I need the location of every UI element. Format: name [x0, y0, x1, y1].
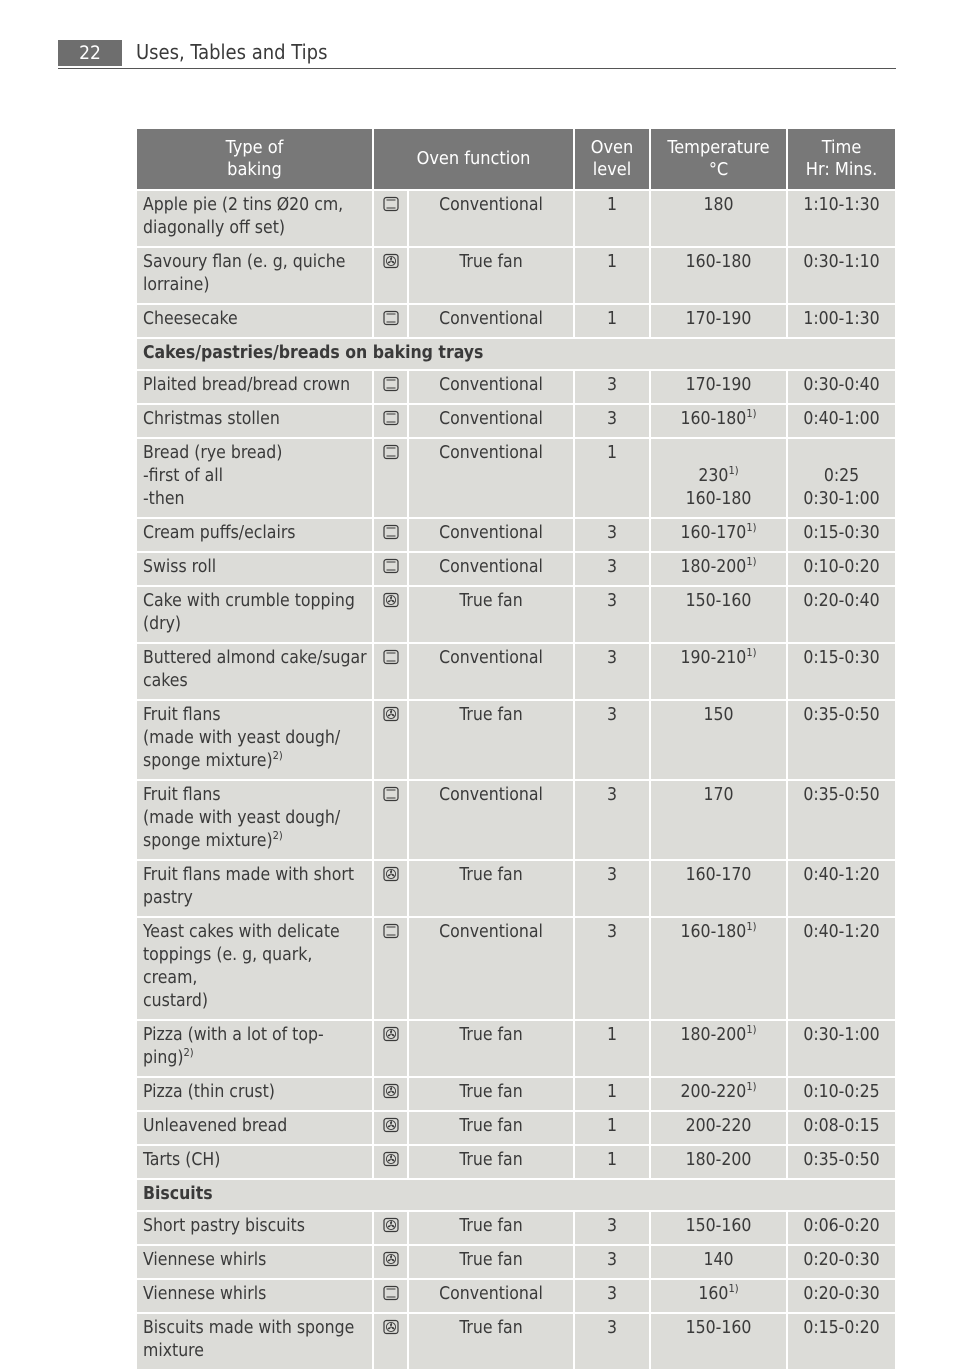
time-value: 0:15-0:30 — [803, 648, 880, 668]
type-line: Pizza (with a lot of top- — [143, 1025, 324, 1045]
cell-type-of-baking — [136, 404, 373, 438]
cell-temperature — [650, 518, 787, 552]
type-line: cakes — [143, 671, 188, 691]
cell-temperature — [650, 643, 787, 700]
true-fan-icon — [383, 1152, 399, 1172]
time-value: 0:30-1:10 — [803, 252, 880, 272]
cell-type-of-baking — [136, 438, 373, 518]
temperature-value: 180-200 — [680, 1025, 747, 1045]
table-row — [136, 518, 896, 552]
table-row — [136, 780, 896, 860]
cell-function-icon — [373, 917, 408, 1020]
cell-time — [787, 1145, 896, 1179]
type-line: Savoury flan (e. g, quiche — [143, 252, 346, 272]
type-line: sponge mixture) — [143, 751, 273, 771]
time-value: 1:10-1:30 — [803, 195, 880, 215]
cell-oven-level: 1 — [574, 190, 650, 247]
cell-oven-function: True fan — [408, 860, 574, 917]
cell-oven-level: 3 — [574, 518, 650, 552]
cell-oven-function: True fan — [408, 700, 574, 780]
temperature-value: 170 — [703, 785, 734, 805]
cell-type-of-baking — [136, 1245, 373, 1279]
cell-temperature — [650, 917, 787, 1020]
cell-temperature — [650, 586, 787, 643]
cell-oven-function: True fan — [408, 1020, 574, 1077]
time-value: 0:10-0:25 — [803, 1082, 880, 1102]
cell-oven-function: True fan — [408, 1077, 574, 1111]
cell-function-icon — [373, 1313, 408, 1370]
cell-type-of-baking — [136, 586, 373, 643]
footnote-ref: 2) — [183, 1046, 194, 1059]
type-line: Bread (rye bread) — [143, 443, 283, 463]
cell-oven-function: True fan — [408, 1211, 574, 1245]
section-heading: Cakes/pastries/breads on baking trays — [136, 338, 896, 370]
cell-function-icon — [373, 860, 408, 917]
cell-temperature — [650, 1211, 787, 1245]
temperature-value: 170-190 — [685, 375, 752, 395]
type-line: lorraine) — [143, 275, 210, 295]
table-row — [136, 438, 896, 518]
cell-function-icon — [373, 370, 408, 404]
time-value: 0:20-0:40 — [803, 591, 880, 611]
cell-function-icon — [373, 1279, 408, 1313]
type-line: Christmas stollen — [143, 409, 280, 429]
temperature-value: 150 — [703, 705, 734, 725]
footnote-ref: 1) — [746, 521, 757, 534]
true-fan-icon — [383, 867, 399, 887]
temperature-value: 160-180 — [685, 252, 752, 272]
time-value: 0:30-1:00 — [803, 1025, 880, 1045]
table-row — [136, 190, 896, 247]
table-row — [136, 1145, 896, 1179]
cell-type-of-baking — [136, 1020, 373, 1077]
footnote-ref: 1) — [728, 464, 739, 477]
type-line: ping) — [143, 1048, 184, 1068]
conventional-icon — [383, 445, 399, 465]
cell-function-icon — [373, 304, 408, 338]
time-value: 0:35-0:50 — [803, 785, 880, 805]
cell-oven-function: Conventional — [408, 518, 574, 552]
time-value: 0:15-0:20 — [803, 1318, 880, 1338]
conventional-icon — [383, 197, 399, 217]
cell-temperature — [650, 1111, 787, 1145]
time-value: 0:20-0:30 — [803, 1250, 880, 1270]
time-value: 1:00-1:30 — [803, 309, 880, 329]
cell-type-of-baking — [136, 1111, 373, 1145]
page-title: Uses, Tables and Tips — [136, 40, 328, 64]
cell-temperature — [650, 780, 787, 860]
true-fan-icon — [383, 1252, 399, 1272]
cell-time — [787, 518, 896, 552]
cell-oven-level: 1 — [574, 1111, 650, 1145]
type-line: (made with yeast dough/ — [143, 808, 341, 828]
col-header-level: Oven level — [574, 128, 650, 190]
cell-temperature — [650, 1245, 787, 1279]
table-row — [136, 1111, 896, 1145]
table-row — [136, 247, 896, 304]
cell-oven-level: 3 — [574, 917, 650, 1020]
true-fan-icon — [383, 254, 399, 274]
temperature-value: 160-180 — [680, 409, 747, 429]
table-row — [136, 917, 896, 1020]
cell-time — [787, 1313, 896, 1370]
time-value: 0:30-0:40 — [803, 375, 880, 395]
cell-temperature — [650, 1279, 787, 1313]
cell-time — [787, 190, 896, 247]
footnote-ref: 1) — [746, 920, 757, 933]
cell-function-icon — [373, 552, 408, 586]
time-value: 0:35-0:50 — [803, 1150, 880, 1170]
table-row — [136, 643, 896, 700]
cell-temperature — [650, 860, 787, 917]
cell-oven-level: 1 — [574, 247, 650, 304]
temperature-value: 180 — [703, 195, 734, 215]
cell-oven-level: 3 — [574, 552, 650, 586]
time-value: 0:20-0:30 — [803, 1284, 880, 1304]
cell-type-of-baking — [136, 247, 373, 304]
temperature-value: 150-160 — [685, 591, 752, 611]
cell-temperature — [650, 190, 787, 247]
temperature-value: 170-190 — [685, 309, 752, 329]
type-line: Buttered almond cake/sugar — [143, 648, 367, 668]
cell-oven-level: 3 — [574, 404, 650, 438]
type-line: Apple pie (2 tins Ø20 cm, — [143, 195, 344, 215]
cell-function-icon — [373, 1077, 408, 1111]
footnote-ref: 2) — [272, 829, 283, 842]
true-fan-icon — [383, 1027, 399, 1047]
temperature-value: 200-220 — [680, 1082, 747, 1102]
cell-type-of-baking — [136, 1077, 373, 1111]
temperature-value: 160-170 — [680, 523, 747, 543]
cell-oven-level: 3 — [574, 1211, 650, 1245]
cell-temperature — [650, 438, 787, 518]
table-row — [136, 1313, 896, 1370]
cell-time — [787, 247, 896, 304]
type-line: custard) — [143, 991, 208, 1011]
cell-time — [787, 586, 896, 643]
temperature-value: 200-220 — [685, 1116, 752, 1136]
type-line: Cheesecake — [143, 309, 238, 329]
type-line: Fruit flans — [143, 705, 221, 725]
table-row — [136, 370, 896, 404]
cell-function-icon — [373, 247, 408, 304]
table-row — [136, 860, 896, 917]
page-number: 22 — [58, 40, 122, 66]
conventional-icon — [383, 377, 399, 397]
cell-oven-function: True fan — [408, 586, 574, 643]
cell-oven-level: 3 — [574, 1313, 650, 1370]
cell-oven-function: True fan — [408, 1245, 574, 1279]
true-fan-icon — [383, 1218, 399, 1238]
cell-oven-function: True fan — [408, 1111, 574, 1145]
col-header-time: Time Hr: Mins. — [787, 128, 896, 190]
cell-time — [787, 780, 896, 860]
footnote-ref: 1) — [746, 555, 757, 568]
col-header-temperature: Temperature °C — [650, 128, 787, 190]
cell-type-of-baking — [136, 643, 373, 700]
cell-time — [787, 552, 896, 586]
cell-oven-function: Conventional — [408, 304, 574, 338]
cell-oven-level: 3 — [574, 1245, 650, 1279]
table-row — [136, 1245, 896, 1279]
cell-oven-function: Conventional — [408, 370, 574, 404]
cell-temperature — [650, 404, 787, 438]
table-row — [136, 1020, 896, 1077]
type-line: Plaited bread/bread crown — [143, 375, 351, 395]
type-line: Short pastry biscuits — [143, 1216, 306, 1236]
type-line: (made with yeast dough/ — [143, 728, 341, 748]
conventional-icon — [383, 559, 399, 579]
cell-type-of-baking — [136, 917, 373, 1020]
table-row — [136, 700, 896, 780]
cell-type-of-baking — [136, 860, 373, 917]
cell-function-icon — [373, 1020, 408, 1077]
time-value: 0:35-0:50 — [803, 705, 880, 725]
cell-oven-level: 3 — [574, 643, 650, 700]
cell-oven-level: 3 — [574, 370, 650, 404]
cell-oven-function: Conventional — [408, 1279, 574, 1313]
table-row — [136, 404, 896, 438]
col-header-type: Type of baking — [136, 128, 373, 190]
type-line: sponge mixture) — [143, 831, 273, 851]
table-row — [136, 304, 896, 338]
cell-type-of-baking — [136, 780, 373, 860]
time-value: 0:08-0:15 — [803, 1116, 880, 1136]
cell-time — [787, 1077, 896, 1111]
cell-oven-function: Conventional — [408, 190, 574, 247]
header-divider — [58, 68, 896, 69]
cell-oven-level: 1 — [574, 1077, 650, 1111]
conventional-icon — [383, 525, 399, 545]
true-fan-icon — [383, 1084, 399, 1104]
time-value: 0:40-1:00 — [803, 409, 880, 429]
footnote-ref: 1) — [728, 1282, 739, 1295]
footnote-ref: 1) — [746, 407, 757, 420]
table-row — [136, 586, 896, 643]
type-line: Swiss roll — [143, 557, 217, 577]
cell-type-of-baking — [136, 518, 373, 552]
cell-function-icon — [373, 700, 408, 780]
type-line: Yeast cakes with delicate — [143, 922, 340, 942]
type-line: Fruit flans made with short — [143, 865, 355, 885]
section-heading: Biscuits — [136, 1179, 896, 1211]
true-fan-icon — [383, 707, 399, 727]
cell-oven-function: True fan — [408, 247, 574, 304]
type-line: diagonally off set) — [143, 218, 286, 238]
conventional-icon — [383, 924, 399, 944]
temperature-value: 140 — [703, 1250, 734, 1270]
cell-temperature — [650, 1020, 787, 1077]
baking-table — [135, 127, 897, 1371]
temperature-value: 160 — [698, 1284, 729, 1304]
temperature-value: 160-180 — [685, 489, 752, 509]
table-body — [136, 190, 896, 1370]
cell-function-icon — [373, 518, 408, 552]
type-line: Biscuits made with sponge — [143, 1318, 355, 1338]
type-line: Viennese whirls — [143, 1250, 267, 1270]
conventional-icon — [383, 650, 399, 670]
cell-oven-level: 1 — [574, 438, 650, 518]
cell-function-icon — [373, 404, 408, 438]
section-row — [136, 338, 896, 370]
temperature-value: 150-160 — [685, 1216, 752, 1236]
temperature-value: 160-170 — [685, 865, 752, 885]
cell-oven-function: True fan — [408, 1145, 574, 1179]
cell-function-icon — [373, 643, 408, 700]
type-line: -first of all — [143, 466, 224, 486]
type-line: mixture — [143, 1341, 204, 1361]
type-line: Fruit flans — [143, 785, 221, 805]
cell-type-of-baking — [136, 552, 373, 586]
conventional-icon — [383, 411, 399, 431]
cell-oven-level: 3 — [574, 780, 650, 860]
cell-type-of-baking — [136, 1313, 373, 1370]
time-value: 0:40-1:20 — [803, 865, 880, 885]
type-line: Pizza (thin crust) — [143, 1082, 275, 1102]
cell-temperature — [650, 552, 787, 586]
cell-function-icon — [373, 780, 408, 860]
cell-time — [787, 1279, 896, 1313]
cell-function-icon — [373, 1245, 408, 1279]
type-line: pastry — [143, 888, 193, 908]
cell-type-of-baking — [136, 1279, 373, 1313]
cell-type-of-baking — [136, 304, 373, 338]
table-row — [136, 1279, 896, 1313]
cell-function-icon — [373, 190, 408, 247]
cell-oven-function: Conventional — [408, 780, 574, 860]
cell-time — [787, 1020, 896, 1077]
temperature-value: 230 — [698, 466, 729, 486]
temperature-value: 180-200 — [685, 1150, 752, 1170]
cell-temperature — [650, 700, 787, 780]
cell-oven-function: Conventional — [408, 643, 574, 700]
section-row — [136, 1179, 896, 1211]
cell-time — [787, 304, 896, 338]
cell-function-icon — [373, 1211, 408, 1245]
time-value: 0:15-0:30 — [803, 523, 880, 543]
table-header-row — [136, 128, 896, 190]
footnote-ref: 1) — [746, 1023, 757, 1036]
temperature-value: 160-180 — [680, 922, 747, 942]
cell-oven-level: 3 — [574, 860, 650, 917]
cell-oven-function: Conventional — [408, 438, 574, 518]
cell-time — [787, 1211, 896, 1245]
col-header-function: Oven function — [373, 128, 574, 190]
footnote-ref: 1) — [746, 1080, 757, 1093]
type-line: (dry) — [143, 614, 182, 634]
table-row — [136, 1077, 896, 1111]
cell-function-icon — [373, 1111, 408, 1145]
cell-function-icon — [373, 1145, 408, 1179]
cell-oven-level: 3 — [574, 586, 650, 643]
cell-time — [787, 370, 896, 404]
time-value: 0:10-0:20 — [803, 557, 880, 577]
time-value: 0:30-1:00 — [803, 489, 880, 509]
cell-oven-level: 1 — [574, 304, 650, 338]
conventional-icon — [383, 787, 399, 807]
cell-time — [787, 860, 896, 917]
type-line: -then — [143, 489, 185, 509]
type-line: Tarts (CH) — [143, 1150, 221, 1170]
type-line: Viennese whirls — [143, 1284, 267, 1304]
footnote-ref: 2) — [272, 749, 283, 762]
type-line: Cake with crumble topping — [143, 591, 355, 611]
table-row — [136, 1211, 896, 1245]
cell-oven-level: 3 — [574, 1279, 650, 1313]
conventional-icon — [383, 311, 399, 331]
cell-time — [787, 404, 896, 438]
cell-oven-function: True fan — [408, 1313, 574, 1370]
temperature-value: 150-160 — [685, 1318, 752, 1338]
type-line: Cream puffs/eclairs — [143, 523, 296, 543]
cell-type-of-baking — [136, 1211, 373, 1245]
time-value: 0:25 — [823, 466, 860, 486]
footnote-ref: 1) — [746, 646, 757, 659]
temperature-value: 180-200 — [680, 557, 747, 577]
cell-time — [787, 917, 896, 1020]
cell-oven-level: 1 — [574, 1145, 650, 1179]
cell-temperature — [650, 1145, 787, 1179]
cell-temperature — [650, 1313, 787, 1370]
cell-time — [787, 700, 896, 780]
cell-type-of-baking — [136, 1145, 373, 1179]
cell-time — [787, 438, 896, 518]
cell-oven-function: Conventional — [408, 552, 574, 586]
time-value: 0:40-1:20 — [803, 922, 880, 942]
cell-type-of-baking — [136, 190, 373, 247]
cell-oven-function: Conventional — [408, 404, 574, 438]
cell-temperature — [650, 247, 787, 304]
cell-oven-function: Conventional — [408, 917, 574, 1020]
true-fan-icon — [383, 1320, 399, 1340]
cell-function-icon — [373, 438, 408, 518]
cell-type-of-baking — [136, 700, 373, 780]
cell-type-of-baking — [136, 370, 373, 404]
cell-oven-level: 1 — [574, 1020, 650, 1077]
type-line: Unleavened bread — [143, 1116, 288, 1136]
table-row — [136, 552, 896, 586]
cell-temperature — [650, 304, 787, 338]
cell-temperature — [650, 370, 787, 404]
cell-time — [787, 643, 896, 700]
cell-temperature — [650, 1077, 787, 1111]
cell-oven-level: 3 — [574, 700, 650, 780]
temperature-value: 190-210 — [680, 648, 747, 668]
true-fan-icon — [383, 593, 399, 613]
conventional-icon — [383, 1286, 399, 1306]
true-fan-icon — [383, 1118, 399, 1138]
cell-function-icon — [373, 586, 408, 643]
cell-time — [787, 1245, 896, 1279]
time-value: 0:06-0:20 — [803, 1216, 880, 1236]
cell-time — [787, 1111, 896, 1145]
type-line: toppings (e. g, quark, cream, — [143, 945, 313, 988]
